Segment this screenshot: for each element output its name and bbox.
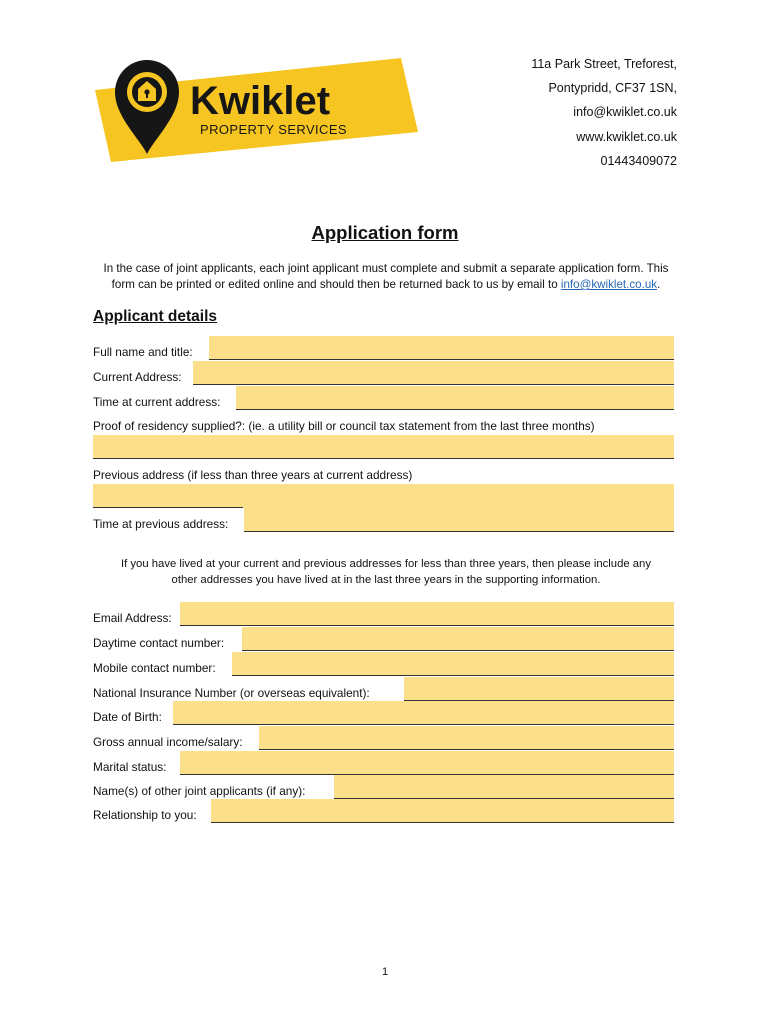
address-email: info@kwiklet.co.uk [573,105,677,120]
address-phone: 01443409072 [600,153,677,168]
relationship-label: Relationship to you: [93,808,197,822]
proof-residency-label: Proof of residency supplied?: (ie. a utility bill or council tax statement from the last three months) [93,419,595,433]
page-title: Application form [311,222,459,243]
email-label: Email Address: [93,611,172,625]
joint-label: Name(s) of other joint applicants (if any): [93,784,306,798]
full-name-field[interactable] [209,336,674,360]
marital-field[interactable] [180,751,674,775]
proof-residency-field[interactable] [93,435,674,459]
relationship-field[interactable] [211,799,674,823]
addresses-note [93,557,679,588]
dob-label: Date of Birth: [93,710,162,724]
logo-tagline: PROPERTY SERVICES [200,122,347,137]
mobile-field[interactable] [232,652,674,676]
daytime-field[interactable] [242,627,674,651]
intro-text [93,261,679,293]
income-label: Gross annual income/salary: [93,735,243,749]
intro-line-2-text: form can be printed or edited online and should then be returned back to us by email to [111,278,561,291]
time-current-field[interactable] [236,386,674,410]
previous-address-underline [93,506,243,508]
section-title: Applicant details [93,308,218,325]
income-field[interactable] [259,726,674,750]
intro-line-2-end: . [657,278,661,291]
note-line-1: If you have lived at your current and previous addresses for less than three years, then please include any [120,558,651,570]
ni-label: National Insurance Number (or overseas equivalent): [93,686,370,700]
kwiklet-logo [93,52,418,164]
note-line-2: other addresses you have lived at in the last three years in the supporting information. [171,573,601,586]
ni-field[interactable] [404,677,674,701]
company-address [531,52,677,173]
address-line-1: 11a Park Street, Treforest, [531,57,677,71]
email-link[interactable]: info@kwiklet.co.uk [560,278,658,291]
time-previous-field[interactable] [244,508,674,532]
joint-field[interactable] [334,775,674,799]
time-current-label: Time at current address: [93,395,221,409]
previous-address-label: Previous address (if less than three years at current address) [93,468,413,482]
dob-field[interactable] [173,701,674,725]
logo-name: Kwiklet [190,79,331,123]
full-name-label: Full name and title: [93,345,193,359]
time-previous-label: Time at previous address: [93,517,229,531]
intro-line-1: In the case of joint applicants, each joint applicant must complete and submit a separate application form. This [103,262,669,275]
previous-address-field[interactable] [93,484,674,508]
mobile-label: Mobile contact number: [93,661,216,675]
daytime-label: Daytime contact number: [93,636,225,650]
current-address-field[interactable] [193,361,674,385]
marital-label: Marital status: [93,760,167,774]
kwiklet-logo-graphic [93,52,418,164]
address-line-2: Pontypridd, CF37 1SN, [548,81,677,96]
current-address-label: Current Address: [93,370,182,384]
email-field[interactable] [180,602,674,626]
address-website: www.kwiklet.co.uk [576,129,677,144]
page-number: 1 [381,966,389,978]
intro-line-2 [93,277,679,293]
